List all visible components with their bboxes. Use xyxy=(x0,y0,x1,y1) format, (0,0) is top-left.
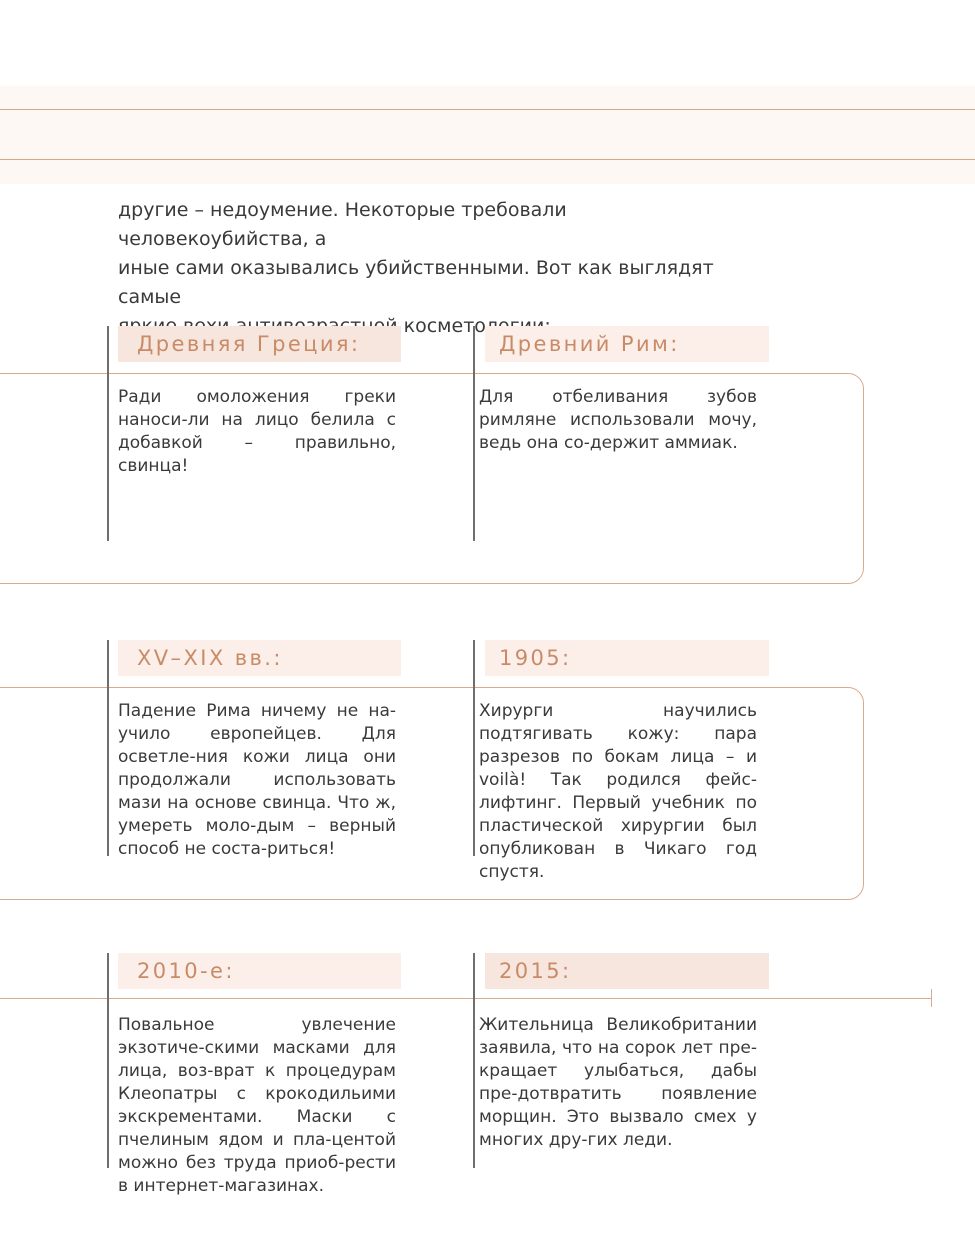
era-title: Древний Рим: xyxy=(485,326,769,362)
timeline-divider-left xyxy=(107,326,109,541)
intro-line: другие – недоумение. Некоторые требовали человекоубийства, а xyxy=(118,199,567,250)
timeline-end-line xyxy=(0,998,932,999)
timeline-divider-right xyxy=(473,640,475,856)
intro-line: иные сами оказывались убийственными. Вот как выглядят самые xyxy=(118,257,714,308)
era-title: 1905: xyxy=(485,640,769,676)
header-top-rule xyxy=(0,109,975,110)
era-title: Древняя Греция: xyxy=(118,326,401,362)
timeline-divider-left xyxy=(107,640,109,856)
timeline-divider-right xyxy=(473,326,475,541)
header-band xyxy=(0,86,975,184)
timeline-divider-right xyxy=(473,953,475,1168)
era-description: Падение Рима ничему не на-учило европейцев. Для осветле-ния кожи лица они продолжали использовать мази на основе свинца. Что ж, умереть моло-дым – верный способ не соста-риться! xyxy=(118,701,396,859)
timeline-end-tick xyxy=(931,989,932,1007)
era-title: 2015: xyxy=(485,953,769,989)
era-description: Повальное увлечение экзотиче-скими масками для лица, воз-врат к процедурам Клеопатры с крокодильими экскрементами. Маски с пчелиным ядом и пла-центой можно без труда приоб-рести в интернет-магазинах. xyxy=(118,1015,396,1196)
intro-line: косметологии: xyxy=(403,315,551,337)
era-title: XV–XIX вв.: xyxy=(118,640,401,676)
era-description: Для отбеливания зубов римляне использовали мочу, ведь она со-держит аммиак. xyxy=(479,387,757,453)
era-description: Ради омоложения греки наноси-ли на лицо белила с добавкой – правильно, свинца! xyxy=(118,387,396,476)
timeline-divider-left xyxy=(107,953,109,1168)
era-description: Хирурги научились подтягивать кожу: пара разрезов по бокам лица – и voilà! Так родился фейс-лифтинг. Первый учебник по пластической хирургии был опубликован в Чикаго год спустя. xyxy=(479,701,757,882)
header-bottom-rule xyxy=(0,159,975,160)
era-description: Жительница Великобритании заявила, что на сорок лет пре-кращает улыбаться, дабы пре-дотвратить появление морщин. Это вызвало смех у многих дру-гих леди. xyxy=(479,1015,757,1150)
intro-paragraph xyxy=(118,196,758,341)
era-title: 2010-е: xyxy=(118,953,401,989)
